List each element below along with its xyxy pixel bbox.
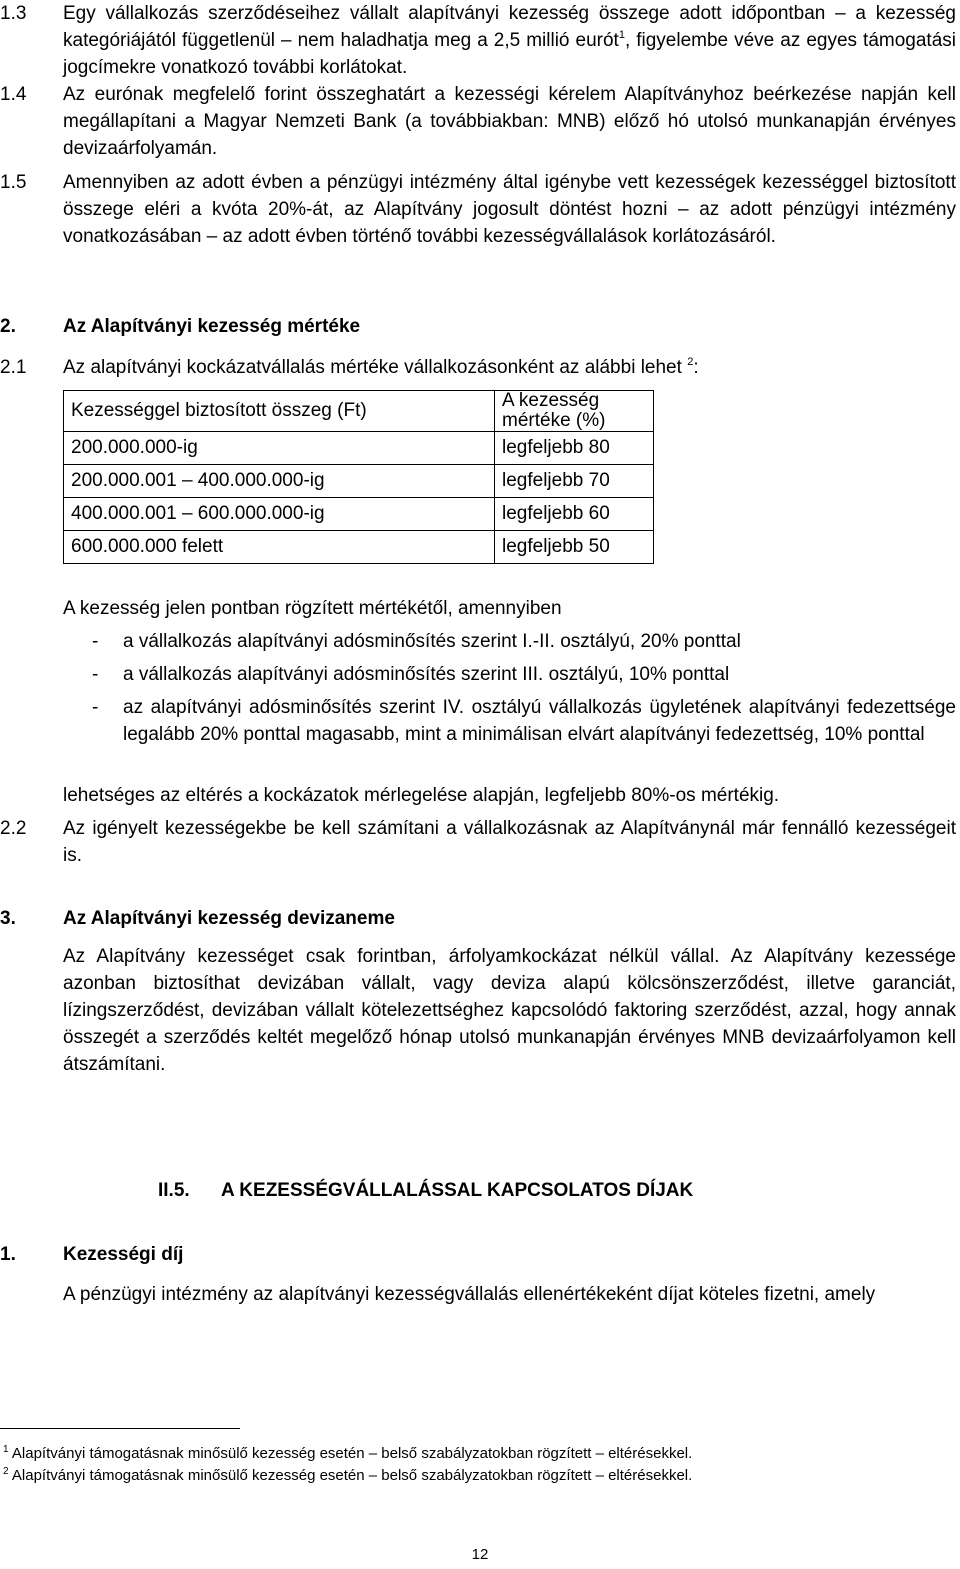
table-cell: legfeljebb 80: [495, 432, 654, 465]
section-number-2-2: 2.2: [0, 818, 27, 839]
footnote-ref-2: 2: [687, 356, 694, 368]
section-number-1-5: 1.5: [0, 172, 27, 193]
heading-number-3: 3.: [0, 908, 16, 929]
list-item: a vállalkozás alapítványi adósminősítés szerint I.-II. osztályú, 20% ponttal: [123, 631, 741, 652]
chapter-number: II.5.: [158, 1180, 190, 1201]
section-text-1-5: Amennyiben az adott évben a pénzügyi intézmény által igénybe vett kezességek kezességgel biztosított összege eléri a kvóta 20%-át, az Alapítvány jogosult döntést hozni – az adott pénzügyi intézmény vonatkozásában – az adott évben történő további kezességvállalások korlátozásáról.: [63, 172, 956, 247]
footnote-2: $^2$ Alapítványi támogatásnak minősülő kezesség esetén – belső szabályzatokban rögzített – eltérésekkel.: [3, 1466, 693, 1484]
section-text-3: Az Alapítvány kezességet csak forintban, árfolyamkockázat nélkül vállal. Az Alapítvány kezessége azonban biztosíthat devizában vállalt, vagy deviza alapú kölcsönszerződést, illetve garanciát, lízingszerződést, devizában vállalt kötelezettséghez kapcsolódó faktoring szerződést, azzal, hogy annak összegét a szerződés keltét megelőző hónap utolsó munkanapján érvényes MNB devizaárfolyamon kell átszámítani.: [63, 946, 956, 1075]
table-cell: 200.000.000-ig: [64, 432, 495, 465]
table-cell: legfeljebb 70: [495, 465, 654, 498]
table-cell: 400.000.001 – 600.000.000-ig: [64, 498, 495, 531]
table-cell: legfeljebb 50: [495, 531, 654, 564]
section-number-2-1: 2.1: [0, 357, 27, 378]
section-text-1-3: Egy vállalkozás szerződéseihez vállalt alapítványi kezesség összege adott időpontban – a kezesség kategóriájától függetlenül – nem haladhatja meg a 2,5 millió eurót$^1$, figyelembe véve az egyes támogatási jogcímekre vonatkozó további korlátokat.: [63, 3, 956, 78]
heading-number-fee: 1.: [0, 1244, 16, 1265]
table-cell: 600.000.000 felett: [64, 531, 495, 564]
chapter-title: A KEZESSÉGVÁLLALÁSSAL KAPCSOLATOS DÍJAK: [221, 1180, 694, 1201]
heading-number-2: 2.: [0, 316, 16, 337]
footnote-ref-1: 1: [618, 29, 625, 41]
section-number-1-4: 1.4: [0, 84, 27, 105]
table-row: [64, 531, 654, 564]
deviation-closing: lehetséges az eltérés a kockázatok mérlegelése alapján, legfeljebb 80%-os mértékig.: [63, 785, 780, 806]
page-number: 12: [471, 1546, 489, 1563]
section-text-2-1: Az alapítványi kockázatvállalás mértéke vállalkozásonként az alábbi lehet $^2$:: [63, 356, 699, 378]
section-number-1-3: 1.3: [0, 3, 27, 24]
list-bullet: -: [92, 631, 99, 652]
list-item: az alapítványi adósminősítés szerint IV. osztályú vállalkozás ügyletének alapítványi fedezettsége legalább 20% ponttal magasabb, mint a minimálisan elvárt alapítványi fedezettség, 10% ponttal: [123, 697, 956, 745]
heading-title-3: Az Alapítványi kezesség devizaneme: [63, 908, 395, 929]
guarantee-rate-table: [63, 390, 654, 564]
deviation-intro: A kezesség jelen pontban rögzített mértékétől, amennyiben: [63, 598, 562, 619]
section-text-2-2: Az igényelt kezességekbe be kell számítani a vállalkozásnak az Alapítványnál már fennálló kezességeit is.: [63, 818, 956, 866]
list-bullet: -: [92, 697, 99, 718]
table-header-cell: Kezességgel biztosított összeg (Ft): [64, 391, 495, 432]
table-header-row: [64, 391, 654, 432]
table-header-cell: A kezesség mértéke (%): [495, 391, 654, 432]
table-cell: 200.000.001 – 400.000.000-ig: [64, 465, 495, 498]
table-row: [64, 498, 654, 531]
table-row: [64, 432, 654, 465]
table-cell: legfeljebb 60: [495, 498, 654, 531]
heading-title-fee: Kezességi díj: [63, 1244, 184, 1265]
list-bullet: -: [92, 664, 99, 685]
table-row: [64, 465, 654, 498]
footnote-separator: [0, 1428, 240, 1429]
heading-title-2: Az Alapítványi kezesség mértéke: [63, 316, 361, 337]
footnote-1: $^1$ Alapítványi támogatásnak minősülő kezesség esetén – belső szabályzatokban rögzített – eltérésekkel.: [3, 1444, 693, 1462]
section-text-1-4: Az eurónak megfelelő forint összeghatárt a kezességi kérelem Alapítványhoz beérkezése napján kell megállapítani a Magyar Nemzeti Bank (a továbbiakban: MNB) előző hó utolsó munkanapján érvényes devizaárfolyamán.: [63, 84, 956, 159]
list-item: a vállalkozás alapítványi adósminősítés szerint III. osztályú, 10% ponttal: [123, 664, 730, 685]
fee-text: A pénzügyi intézmény az alapítványi kezességvállalás ellenértékeként díjat köteles fizetni, amely: [63, 1284, 876, 1305]
